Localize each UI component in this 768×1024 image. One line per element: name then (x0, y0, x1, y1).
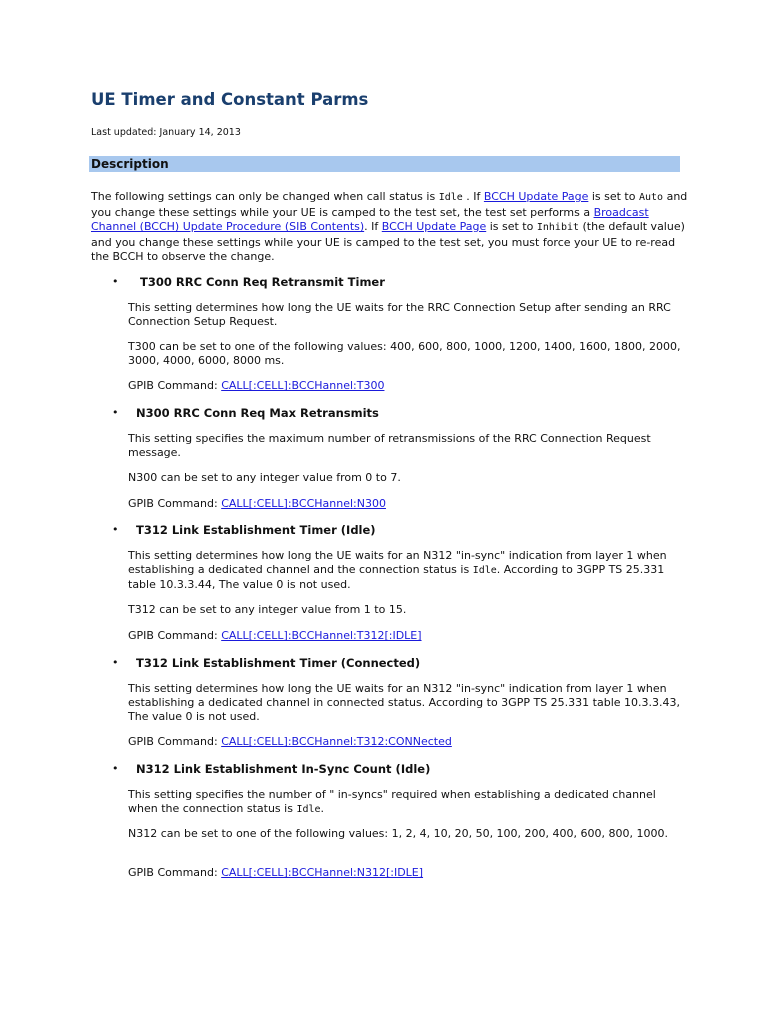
bullet-icon: • (112, 523, 119, 536)
bcch-update-page-link[interactable]: BCCH Update Page (483, 190, 589, 203)
setting-description: This setting determines how long the UE waits for the RRC Connection Setup after sending an RRC Connection Setup Request. (128, 301, 671, 328)
idle-code: Idle (472, 565, 497, 576)
gpib-label: GPIB Command: (128, 379, 222, 392)
section-heading: Description (91, 157, 169, 171)
idle-code: Idle (438, 192, 463, 203)
gpib-label: GPIB Command: (128, 629, 222, 642)
setting-values: N300 can be set to any integer value from 0 to 7. (128, 471, 401, 484)
bullet-icon: • (112, 406, 119, 419)
setting-title: T300 RRC Conn Req Retransmit Timer (140, 275, 385, 289)
setting-title: T312 Link Establishment Timer (Connected) (136, 656, 421, 670)
intro-text: . If (462, 190, 484, 203)
gpib-command-line (128, 379, 683, 393)
setting-values: T312 can be set to any integer value from 1 to 15. (128, 603, 407, 616)
gpib-command-line (128, 735, 683, 749)
bullet-icon: • (112, 656, 119, 669)
idle-code: Idle (296, 804, 321, 815)
setting-description: This setting specifies the maximum number of retransmissions of the RRC Connection Request message. (128, 432, 651, 459)
gpib-command-line (128, 629, 683, 643)
setting-title: N300 RRC Conn Req Max Retransmits (136, 406, 379, 420)
setting-title: N312 Link Establishment In-Sync Count (Idle) (136, 762, 431, 776)
intro-paragraph (91, 190, 691, 265)
bcch-update-procedure-link[interactable]: Broadcast Channel (BCCH) Update Procedure (SIB Contents) (91, 205, 649, 233)
intro-text: is set to (486, 220, 537, 233)
setting-description (128, 788, 683, 817)
description-text: . (320, 802, 325, 815)
inhibit-code: Inhibit (536, 222, 580, 233)
gpib-command-line (128, 866, 683, 880)
auto-code: Auto (638, 192, 664, 203)
description-text: . According to 3GPP TS 25.331 table 10.3.3.44, The value 0 is not used. (128, 563, 665, 591)
intro-text: is set to (588, 190, 639, 203)
intro-text: (the default value) and you change these settings while your UE is camped to the test set, you must force your UE to re-read the BCCH to observe the change. (91, 220, 685, 263)
setting-description: This setting determines how long the UE waits for an N312 "in-sync" indication from layer 1 when establishing a dedicated channel in connected status. According to 3GPP TS 25.331 table 10.3.3.43, The value 0 is not used. (128, 682, 680, 723)
gpib-command-link[interactable]: CALL[:CELL]:BCCHannel:T312:CONNected (221, 735, 452, 748)
intro-text: . If (364, 220, 382, 233)
gpib-command-link[interactable]: CALL[:CELL]:BCCHannel:T312[:IDLE] (221, 629, 422, 642)
bcch-update-page-link-2[interactable]: BCCH Update Page (381, 220, 487, 233)
description-text: This setting determines how long the UE waits for an N312 "in-sync" indication from layer 1 when establishing a dedicated channel and the connection status is (128, 549, 667, 576)
description-text: This setting specifies the number of " in-syncs" required when establishing a dedicated channel when the connection status is (128, 788, 656, 815)
setting-values: T300 can be set to one of the following values: 400, 600, 800, 1000, 1200, 1400, 1600, 1800, 2000, 3000, 4000, 6000, 8000 ms. (128, 340, 681, 367)
setting-values: N312 can be set to one of the following values: 1, 2, 4, 10, 20, 50, 100, 200, 400, 600, 800, 1000. (128, 827, 668, 840)
intro-text: The following settings can only be changed when call status is (91, 190, 439, 203)
bullet-icon: • (112, 275, 119, 288)
bullet-icon: • (112, 762, 119, 775)
setting-description (128, 549, 683, 592)
page-title: UE Timer and Constant Parms (91, 90, 369, 109)
gpib-label: GPIB Command: (128, 866, 222, 879)
intro-text: and you change these settings while your UE is camped to the test set, the test set performs a (91, 190, 688, 219)
gpib-label: GPIB Command: (128, 497, 222, 510)
setting-title: T312 Link Establishment Timer (Idle) (136, 523, 376, 537)
last-updated: Last updated: January 14, 2013 (91, 127, 241, 138)
gpib-label: GPIB Command: (128, 735, 222, 748)
gpib-command-link[interactable]: CALL[:CELL]:BCCHannel:T300 (221, 379, 385, 392)
gpib-command-link[interactable]: CALL[:CELL]:BCCHannel:N300 (221, 497, 386, 510)
section-header-bar (89, 156, 680, 172)
gpib-command-line (128, 497, 683, 511)
gpib-command-link[interactable]: CALL[:CELL]:BCCHannel:N312[:IDLE] (221, 866, 424, 879)
